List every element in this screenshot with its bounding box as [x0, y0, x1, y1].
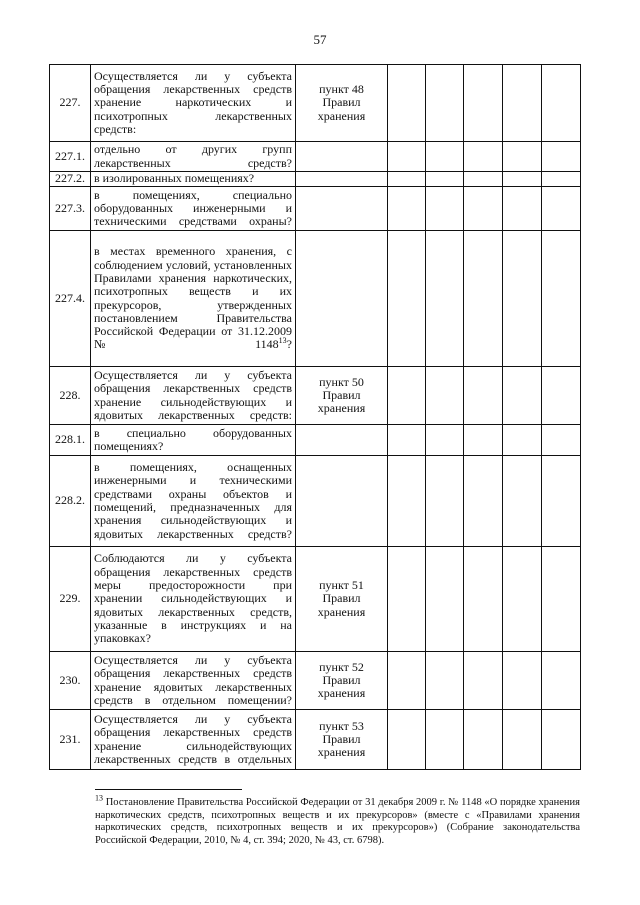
footnote-divider — [95, 789, 242, 790]
answer-cell — [542, 456, 581, 547]
answer-cell — [388, 547, 426, 652]
answer-cell — [388, 425, 426, 456]
answer-cell — [464, 547, 503, 652]
question-text: Осуществляется ли у субъекта обращения лекарственных средств хранение сильнодействующих лекарственных средств в отдельных — [91, 710, 296, 770]
answer-cell — [388, 65, 426, 142]
answer-cell — [464, 187, 503, 231]
reference-cell — [296, 142, 388, 172]
answer-cell — [542, 710, 581, 770]
answer-cell — [503, 231, 542, 367]
answer-cell — [503, 367, 542, 425]
question-text: в специально оборудованных помещениях? — [91, 425, 296, 456]
row-number: 227. — [50, 65, 91, 142]
page-number: 57 — [313, 32, 327, 47]
footnote-marker: 13 — [95, 793, 103, 803]
row-number: 228.2. — [50, 456, 91, 547]
question-text: Осуществляется ли у субъекта обращения лекарственных средств хранение сильнодействующих и ядовитых лекарственных средств: — [91, 367, 296, 425]
answer-cell — [426, 142, 464, 172]
reference-cell — [296, 187, 388, 231]
answer-cell — [542, 367, 581, 425]
answer-cell — [426, 425, 464, 456]
answer-cell — [426, 367, 464, 425]
reference-cell — [296, 172, 388, 187]
question-text: в изолированных помещениях? — [91, 172, 296, 187]
checklist-table — [49, 64, 581, 770]
table-row — [50, 547, 581, 652]
answer-cell — [464, 652, 503, 710]
answer-cell — [503, 65, 542, 142]
question-text-end: ? — [286, 337, 292, 352]
answer-cell — [503, 142, 542, 172]
answer-cell — [464, 172, 503, 187]
answer-cell — [542, 65, 581, 142]
answer-cell — [426, 710, 464, 770]
answer-cell — [464, 456, 503, 547]
answer-cell — [464, 142, 503, 172]
question-text: Осуществляется ли у субъекта обращения лекарственных средств хранение ядовитых лекарственных средств в отдельном помещении? — [91, 652, 296, 710]
answer-cell — [426, 456, 464, 547]
answer-cell — [542, 231, 581, 367]
row-number: 227.4. — [50, 231, 91, 367]
question-text — [91, 231, 296, 367]
reference-cell — [296, 231, 388, 367]
answer-cell — [426, 187, 464, 231]
reference-cell: пункт 48 Правил хранения — [296, 65, 388, 142]
answer-cell — [426, 65, 464, 142]
reference-cell — [296, 425, 388, 456]
answer-cell — [388, 652, 426, 710]
row-number: 227.3. — [50, 187, 91, 231]
row-number: 227.1. — [50, 142, 91, 172]
table-row — [50, 367, 581, 425]
answer-cell — [503, 425, 542, 456]
row-number: 231. — [50, 710, 91, 770]
answer-cell — [464, 367, 503, 425]
answer-cell — [503, 187, 542, 231]
answer-cell — [426, 652, 464, 710]
question-text: в помещениях, оснащенных инженерными и техническими средствами охраны объектов и помещений, предназначенных для хранения сильнодействующих и ядовитых лекарственных средств? — [91, 456, 296, 547]
row-number: 229. — [50, 547, 91, 652]
table-row — [50, 187, 581, 231]
answer-cell — [503, 652, 542, 710]
row-number: 230. — [50, 652, 91, 710]
reference-cell: пункт 50 Правил хранения — [296, 367, 388, 425]
footnote-text: Постановление Правительства Российской Федерации от 31 декабря 2009 г. № 1148 «О порядке хранения наркотических средств, психотропных веществ и их прекурсоров» (вместе с «Правилами хранения наркотических средств, психотропных веществ и их прекурсоров») (Собрание законодательства Российской Федерации, 2010, № 4, ст. 394; 2020, № 43, ст. 6798). — [95, 797, 580, 846]
reference-cell: пункт 53 Правил хранения — [296, 710, 388, 770]
table-row — [50, 65, 581, 142]
answer-cell — [388, 367, 426, 425]
table-row — [50, 710, 581, 770]
answer-cell — [464, 65, 503, 142]
answer-cell — [426, 231, 464, 367]
row-number: 227.2. — [50, 172, 91, 187]
answer-cell — [542, 142, 581, 172]
reference-cell: пункт 52 Правил хранения — [296, 652, 388, 710]
answer-cell — [542, 172, 581, 187]
answer-cell — [503, 547, 542, 652]
question-text: Соблюдаются ли у субъекта обращения лекарственных средств меры предосторожности при хранении сильнодействующих и ядовитых лекарственных средств, указанные в инструкциях и на упаковках? — [91, 547, 296, 652]
answer-cell — [426, 547, 464, 652]
answer-cell — [388, 187, 426, 231]
question-text: отдельно от других групп лекарственных средств? — [91, 142, 296, 172]
answer-cell — [503, 172, 542, 187]
table-row — [50, 456, 581, 547]
answer-cell — [542, 652, 581, 710]
footnote — [95, 793, 580, 847]
answer-cell — [388, 142, 426, 172]
table-row — [50, 142, 581, 172]
table-row — [50, 231, 581, 367]
answer-cell — [464, 231, 503, 367]
answer-cell — [464, 710, 503, 770]
answer-cell — [542, 187, 581, 231]
table-row — [50, 425, 581, 456]
row-number: 228. — [50, 367, 91, 425]
answer-cell — [426, 172, 464, 187]
footnote-ref: 13 — [278, 336, 287, 346]
question-text: в помещениях, специально оборудованных инженерными и техническими средствами охраны? — [91, 187, 296, 231]
reference-cell — [296, 456, 388, 547]
reference-cell: пункт 51 Правил хранения — [296, 547, 388, 652]
answer-cell — [388, 456, 426, 547]
answer-cell — [388, 231, 426, 367]
table-row — [50, 172, 581, 187]
row-number: 228.1. — [50, 425, 91, 456]
answer-cell — [388, 710, 426, 770]
answer-cell — [503, 710, 542, 770]
question-text-body: в местах временного хранения, с соблюдением условий, установленных Правилами хранения наркотических, психотропных веществ и их прекурсоров, утвержденных постановлением Правительства Российской Федерации от 31.12.2009 № 1148 — [94, 244, 292, 352]
answer-cell — [503, 456, 542, 547]
table-row — [50, 652, 581, 710]
answer-cell — [542, 547, 581, 652]
answer-cell — [542, 425, 581, 456]
answer-cell — [464, 425, 503, 456]
question-text: Осуществляется ли у субъекта обращения лекарственных средств хранение наркотических и психотропных лекарственных средств: — [91, 65, 296, 142]
answer-cell — [388, 172, 426, 187]
